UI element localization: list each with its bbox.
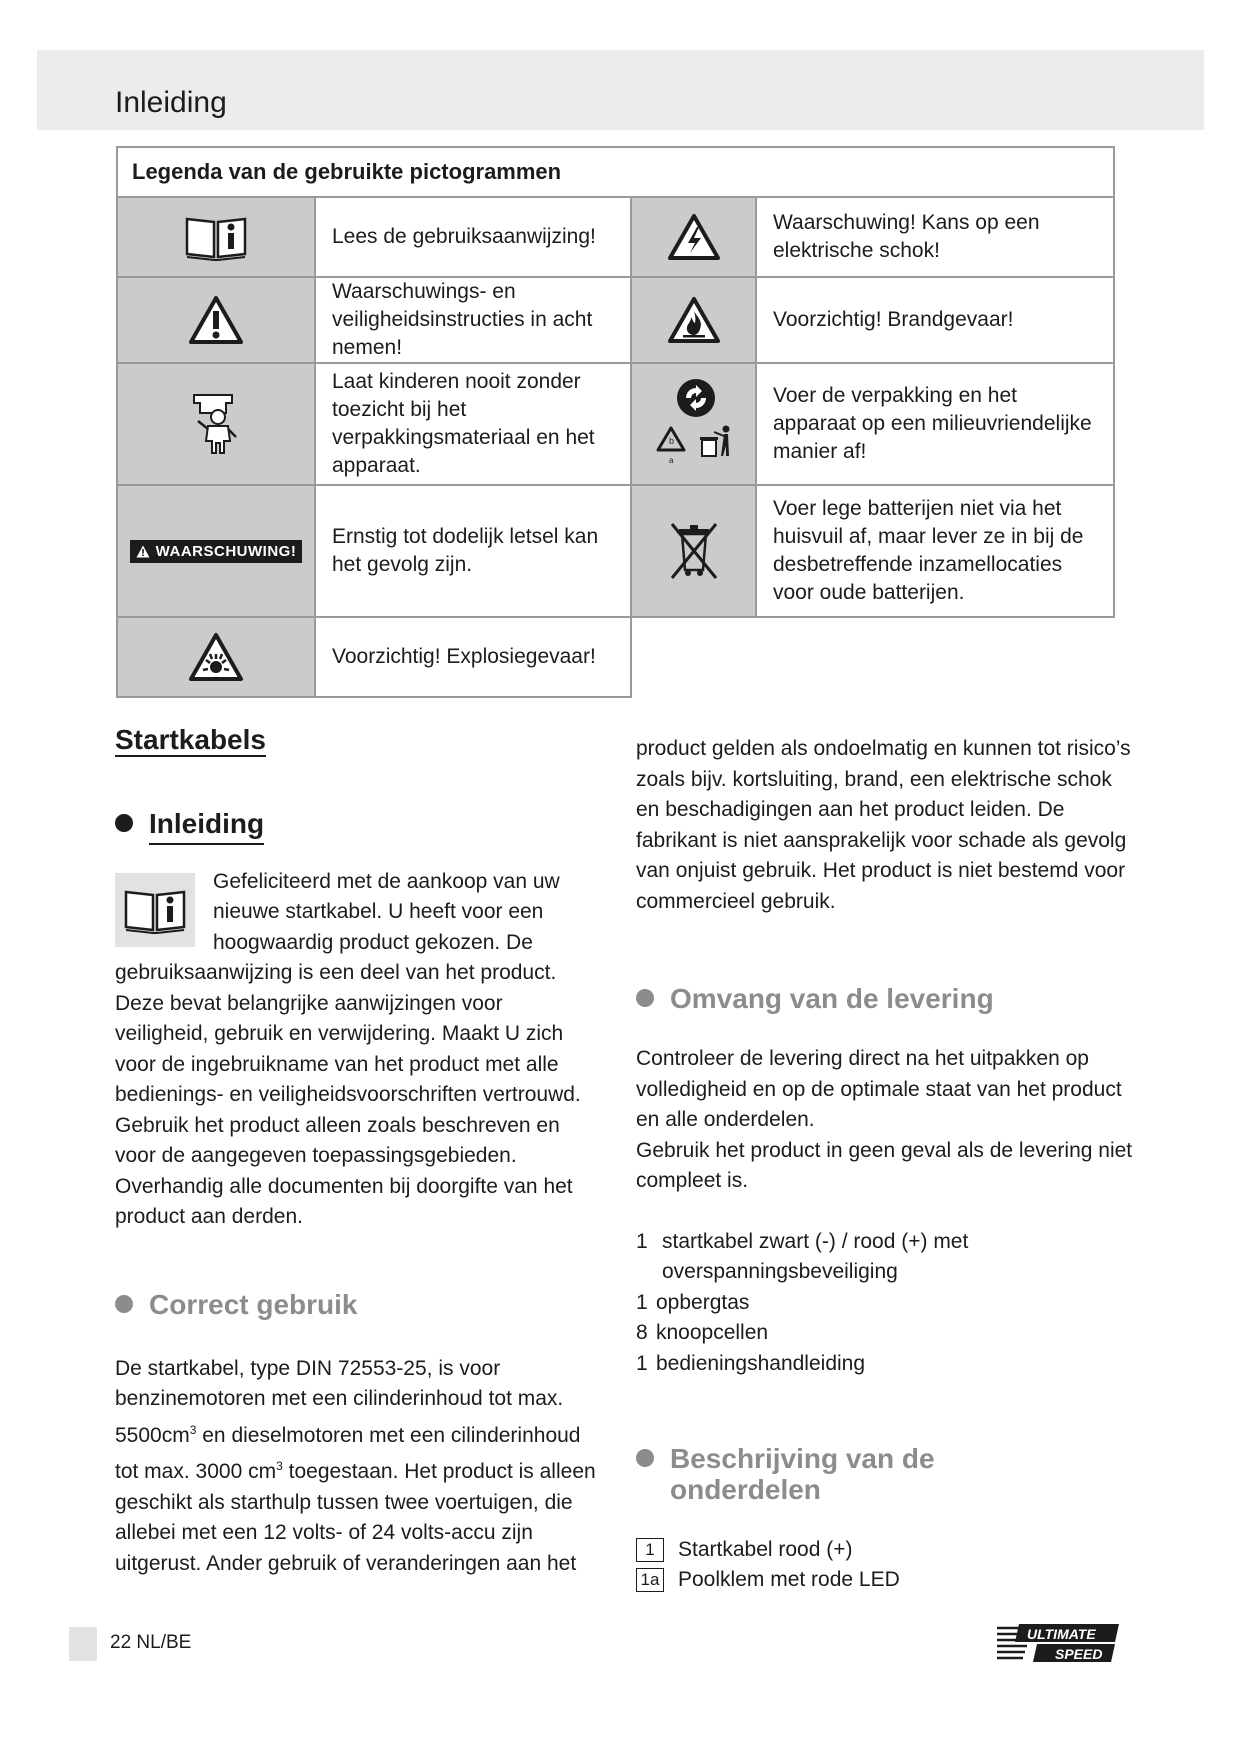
list-item-text: startkabel zwart (-) / rood (+) met overspanningsbeveiliging (662, 1229, 969, 1283)
legend-title: Legenda van de gebruikte pictogrammen (117, 147, 1114, 197)
bullet-dot-icon (636, 1449, 654, 1467)
waarschuwing-banner (117, 485, 315, 617)
legend-text: Laat kinderen nooit zonder toezicht bij het verpakkingsmateriaal en het apparaat. (315, 363, 631, 485)
legend-row (117, 485, 1114, 617)
warning-triangle-small-icon (136, 545, 150, 558)
child-packaging-icon (117, 363, 315, 485)
list-item-qty: 1 (636, 1290, 648, 1314)
pictogram-legend-table (116, 146, 1115, 698)
page-title: Inleiding (115, 86, 227, 119)
delivery-paragraph-1: Controleer de levering direct na het uitpakken op volledigheid en op de optimale staat van het product en alle onderdelen. (636, 1047, 1122, 1131)
parts-list (636, 1535, 1141, 1595)
electric-shock-warning-icon (631, 197, 756, 277)
bullet-dot-icon (636, 989, 654, 1007)
legend-text: Voorzichtig! Explosiegevaar! (315, 617, 631, 697)
delivery-list (636, 1227, 1141, 1380)
part-label: Poolklem met rode LED (678, 1567, 900, 1591)
footer-marker (69, 1627, 97, 1661)
list-item-qty: 8 (636, 1321, 648, 1344)
list-item-text: knoopcellen (656, 1321, 769, 1344)
recycling-icons (631, 363, 756, 485)
intro-paragraph: Gefeliciteerd met de aankoop van uw nieuwe startkabel. U heeft voor een hoogwaardig product gekozen. De gebruiksaanwijzing is een deel van het product. Deze bevat belangrijke aanwijzingen voor veiligheid, gebruik en verwijdering. Maakt U zich voor de ingebruikname van het product met alle bedienings- en veiligheidsvoorschriften vertrouwd. Gebruik het product alleen zoals beschreven en voor de aangegeven toepassingsgebieden. Overhandig alle documenten bij doorgifte van het product aan derden. (115, 869, 581, 1228)
recycle-label-b: b (668, 436, 674, 446)
explosion-warning-icon (117, 617, 315, 697)
left-column (115, 725, 600, 1579)
waarschuwing-label (130, 540, 303, 563)
usage-unit-2: cm (248, 1460, 277, 1483)
intro-block (115, 867, 600, 1233)
legend-text: Voer lege batterijen niet via het huisvuil af, maar lever ze in bij de desbetreffende inzamellocaties voor oude batterijen. (756, 485, 1114, 617)
heading-inleiding (115, 808, 600, 845)
usage-value-1: 5500 (115, 1423, 162, 1447)
list-item-qty: 1 (636, 1351, 648, 1375)
bullet-dot-icon (115, 1295, 133, 1313)
legend-text: Waarschuwing! Kans op een elektrische schok! (756, 197, 1114, 277)
page-number (110, 1632, 191, 1654)
section-title-startkabels: Startkabels (115, 724, 266, 755)
legend-row (117, 617, 1114, 697)
heading-line-2: onderdelen (670, 1474, 821, 1505)
heading-omvang-levering-text: Omvang van de levering (670, 983, 994, 1014)
green-dot-icon (677, 379, 715, 417)
legend-text: Waarschuwings- en veiligheidsinstructies in acht nemen! (315, 277, 631, 363)
part-number-box: 1 (636, 1538, 664, 1562)
heading-line-1: Beschrijving van de (670, 1443, 935, 1474)
legend-text: Lees de gebruiksaanwijzing! (315, 197, 631, 277)
list-item-text: opbergtas (656, 1290, 750, 1314)
list-item (636, 1349, 1141, 1380)
bullet-dot-icon (115, 814, 133, 832)
list-item (636, 1288, 1141, 1319)
legend-row (117, 363, 1114, 485)
heading-inleiding-text: Inleiding (149, 808, 264, 845)
usage-sup-2: 3 (276, 1459, 283, 1473)
page-locale: NL/BE (136, 1632, 192, 1653)
usage-unit-1: cm (161, 1423, 190, 1447)
recycle-triangle-icon (658, 428, 684, 465)
warning-triangle-icon (117, 277, 315, 363)
right-column (636, 734, 1141, 1595)
ultimate-speed-logo (997, 1622, 1121, 1666)
recycle-label-a: a (668, 456, 673, 465)
usage-value-2: 3000 (195, 1460, 243, 1483)
part-number-box: 1a (636, 1568, 664, 1592)
list-item-text: bedieningshandleiding (656, 1351, 866, 1375)
heading-beschrijving-onderdelen (636, 1443, 1141, 1505)
heading-beschrijving-onderdelen-text (670, 1443, 935, 1505)
tidy-man-icon (700, 426, 730, 457)
empty-cell (756, 617, 1114, 697)
usage-text-3: toegestaan. Het product is alleen geschikt als starthulp tussen twee voertuigen, die allebei met een 12 volts- of 24 volts-accu zijn uitgerust. Ander gebruik of veranderingen aan het (115, 1460, 596, 1575)
legend-text: Voer de verpakking en het apparaat op een milieuvriendelijke manier af! (756, 363, 1114, 485)
brand-text-2: SPEED (1055, 1646, 1103, 1662)
legend-row (117, 197, 1114, 277)
empty-cell (631, 617, 756, 697)
usage-paragraph (115, 1354, 600, 1580)
brand-text-1: ULTIMATE (1027, 1626, 1096, 1642)
usage-text-2: en dieselmotoren met een cilinderinhoud tot max. (115, 1423, 581, 1483)
part-item (636, 1535, 1141, 1565)
crossed-bin-icon (631, 485, 756, 617)
usage-text-1: De startkabel, type DIN 72553-25, is voor benzinemotoren met een cilinderinhoud tot max. (115, 1356, 564, 1410)
list-item-qty: 1 (636, 1229, 648, 1253)
waarschuwing-banner-text: WAARSCHUWING! (155, 542, 297, 560)
heading-correct-gebruik (115, 1289, 600, 1320)
list-item (636, 1318, 1141, 1349)
usage-continued-paragraph: product gelden als ondoelmatig en kunnen tot risico’s zoals bijv. kortsluiting, brand, een elektrische schok en beschadigingen aan het product leiden. De fabrikant is niet aansprakelijk voor schade als gevolg van onjuist gebruik. Het product is niet bestemd voor commercieel gebruik. (636, 737, 1131, 913)
manual-info-icon (117, 197, 315, 277)
part-label: Startkabel rood (+) (678, 1537, 853, 1561)
list-item (636, 1227, 1141, 1288)
usage-sup-1: 3 (189, 1422, 197, 1437)
legend-text: Voorzichtig! Brandgevaar! (756, 277, 1114, 363)
part-item (636, 1565, 1141, 1595)
heading-omvang-levering (636, 983, 1141, 1014)
legend-text: Ernstig tot dodelijk letsel kan het gevolg zijn. (315, 485, 631, 617)
page-number-value: 22 (110, 1632, 132, 1653)
heading-correct-gebruik-text: Correct gebruik (149, 1288, 358, 1320)
manual-info-icon (115, 873, 195, 947)
fire-warning-icon (631, 277, 756, 363)
delivery-paragraph-2: Gebruik het product in geen geval als de levering niet compleet is. (636, 1138, 1133, 1192)
legend-row (117, 277, 1114, 363)
